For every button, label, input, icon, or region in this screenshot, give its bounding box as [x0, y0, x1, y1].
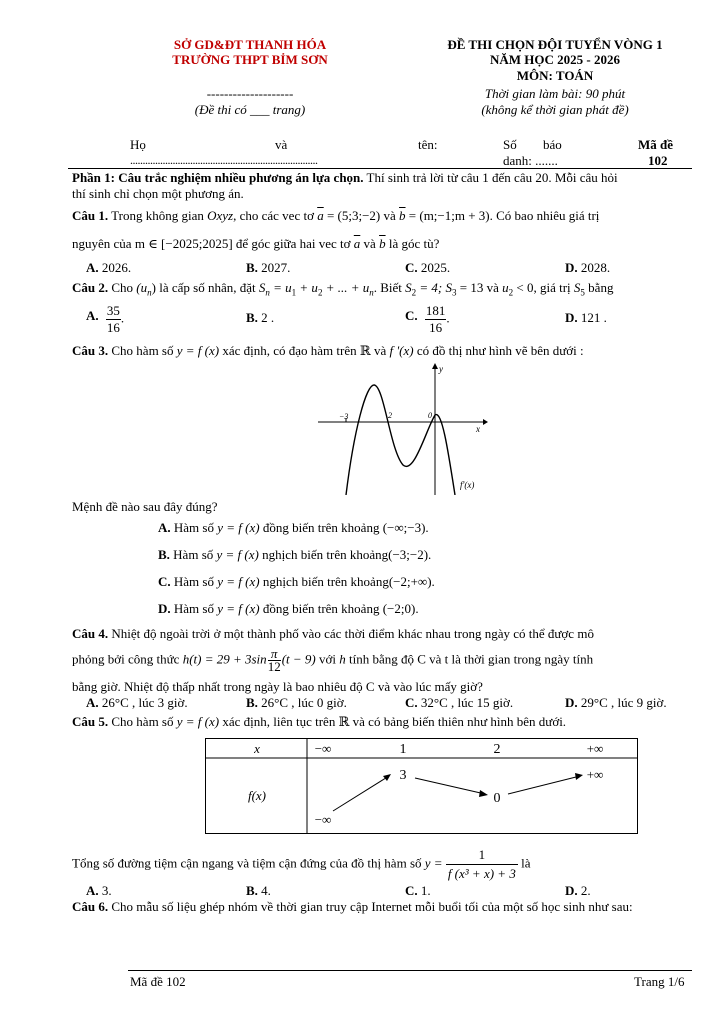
q5-option-b[interactable]	[246, 883, 271, 899]
q3-math: y = f (x)	[176, 343, 220, 358]
q6-label: Câu 6.	[72, 899, 109, 914]
q2-math: n	[369, 287, 374, 298]
q2-math: S	[258, 280, 266, 295]
option-text: 32°C , lúc 15 giờ.	[420, 695, 514, 710]
q2-label: Câu 2.	[72, 280, 109, 295]
fraction-num: 1	[446, 846, 518, 865]
option-letter: A.	[86, 695, 99, 710]
table-fx-label: f(x)	[247, 788, 267, 803]
q2-math: + ... + u	[322, 280, 370, 295]
q1-line1	[72, 208, 599, 224]
label-origin: 0	[428, 411, 432, 420]
table-x-minf: −∞	[314, 741, 332, 756]
q2-option-c[interactable]: C. $\frac{181}{16}$ .	[405, 303, 450, 335]
q1-option-c[interactable]	[405, 260, 450, 276]
q2-option-a[interactable]: A. $\frac{35}{16}$ .	[86, 303, 125, 335]
q2-math: n	[265, 287, 270, 298]
q2-text: bằng	[584, 280, 614, 295]
option-text: 2027.	[261, 260, 291, 275]
q5-option-c[interactable]	[405, 883, 431, 899]
q4-line2	[72, 648, 593, 673]
q5-fraction	[446, 846, 518, 883]
option-text: 2025.	[420, 260, 451, 275]
q4-text: Nhiệt độ ngoài trời ở một thành phố vào các thời điểm khác nhau trong ngày có thể được mô	[108, 626, 594, 641]
q2-text: , giá trị	[533, 280, 574, 295]
q2-math: 1	[291, 287, 297, 298]
option-text: đồng biến trên khoảng	[259, 601, 383, 616]
q5-math: y = f (x)	[176, 714, 220, 729]
q1-range: m ∈ [−2025;2025]	[134, 236, 233, 251]
option-text: 2028.	[580, 260, 611, 275]
q2-option-b[interactable]	[246, 310, 274, 326]
q4-label: Câu 4.	[72, 626, 109, 641]
option-text: Hàm số	[173, 574, 218, 589]
variation-table	[205, 738, 638, 834]
q1-text: để góc giữa hai vec tơ	[232, 236, 354, 251]
fraction-den: f (x³ + x) + 3	[447, 866, 516, 881]
q3-option-c[interactable]: C. Hàm số y = f (x) nghịch biến trên khoảng(−2;+∞).	[158, 574, 435, 589]
school-year: NĂM HỌC 2025 - 2026	[490, 52, 620, 67]
fraction	[106, 303, 121, 336]
option-text: Hàm số	[173, 520, 218, 535]
x-axis-arrow	[483, 419, 488, 425]
label-fprime: f'(x)	[460, 480, 475, 490]
q5-label: Câu 5.	[72, 714, 109, 729]
arrow-down	[415, 778, 485, 794]
option-letter: C.	[405, 260, 418, 275]
q5-math: ℝ	[338, 714, 350, 729]
arrow-head	[383, 774, 391, 781]
q1-oxyz: Oxyz	[207, 208, 234, 223]
footer-exam-code: Mã đề 102	[130, 974, 186, 989]
exam-title: ĐỀ THI CHỌN ĐỘI TUYỂN VÒNG 1	[447, 37, 663, 52]
q3-option-b[interactable]: B. Hàm số y = f (x) nghịch biến trên khoảng(−3;−2).	[158, 547, 432, 562]
option-letter: A.	[86, 883, 99, 898]
q2-text: và	[483, 280, 503, 295]
q5-math: y =	[424, 855, 443, 871]
q2-math: 2	[317, 287, 323, 298]
label-ten: tên:	[418, 137, 438, 152]
vector-a: $\overline{a}$	[317, 208, 324, 223]
q1-text: và	[380, 208, 400, 223]
fraction-den: 16	[106, 320, 120, 335]
school-dept: SỞ GD&ĐT THANH HÓA	[173, 37, 327, 52]
option-text: 2 .	[261, 310, 275, 325]
q1-text: là góc tù?	[385, 236, 440, 251]
school-name: TRƯỜNG THPT BỈM SƠN	[172, 52, 328, 67]
option-math: y = f (x)	[217, 520, 260, 535]
fraction-num: π	[268, 648, 281, 661]
q4-option-c[interactable]	[405, 695, 513, 711]
q2-math: u	[502, 280, 509, 295]
q2-text: Cho	[108, 280, 137, 295]
label-so: Số	[503, 137, 517, 152]
q3-math: ℝ	[359, 343, 371, 358]
option-text: Hàm số	[173, 601, 218, 616]
divider-dashes: --------------------	[206, 86, 294, 101]
q2-math: (u	[136, 280, 148, 295]
exam-code-label: Mã đề	[638, 137, 674, 152]
option-letter: B.	[246, 883, 258, 898]
page-count-note: (Đề thi có ___ trang)	[194, 102, 306, 117]
option-letter: A.	[158, 520, 171, 535]
q4-math: h	[339, 651, 346, 667]
option-letter: D.	[565, 883, 578, 898]
q3-math: f '(x)	[389, 343, 414, 358]
q3-text: xác định, có đạo hàm trên	[219, 343, 360, 358]
q2-math: S	[405, 280, 412, 295]
q3-text: Cho hàm số	[108, 343, 177, 358]
q2-math: = 13	[456, 280, 484, 295]
footer-page-number: Trang 1/6	[634, 974, 685, 989]
option-text: nghịch biến trên khoảng	[259, 574, 389, 589]
q3-line1	[72, 343, 584, 359]
part1-line2: thí sinh chỉ chọn một phương án.	[72, 186, 244, 201]
q4-formula: (t − 9)	[281, 651, 316, 667]
table-border	[206, 739, 638, 834]
q1-text: , cho các vec tơ	[233, 208, 318, 223]
q2-math: = 4; S	[416, 280, 453, 295]
q3-text: có đồ thị như hình vẽ bên dưới :	[413, 343, 584, 358]
time-limit: Thời gian làm bài: 90 phút	[484, 86, 626, 101]
option-text: 3.	[101, 883, 112, 898]
q2-math: S	[573, 280, 581, 295]
pi-fraction	[268, 648, 281, 673]
option-math: y = f (x)	[217, 601, 260, 616]
option-letter: C.	[405, 308, 418, 324]
option-letter: B.	[246, 310, 258, 325]
fraction	[425, 303, 447, 336]
q1-text: Trong không gian	[108, 208, 208, 223]
q2-math: )	[151, 280, 156, 295]
option-letter: D.	[565, 260, 578, 275]
q4-option-a[interactable]	[86, 695, 188, 711]
fraction-num: 181	[425, 303, 446, 318]
label-x: x	[476, 424, 480, 434]
derivative-graph	[318, 360, 493, 495]
label-bao: báo	[543, 137, 562, 152]
candidate-number-field: danh: .......	[503, 153, 558, 168]
table-x-label: x	[254, 741, 260, 756]
q6-line1	[72, 899, 633, 915]
option-text: 4.	[261, 883, 271, 898]
option-text: 2.	[580, 883, 591, 898]
fraction-num: 35	[106, 303, 120, 318]
q2-math: 3	[452, 287, 457, 298]
q2-math: 2	[411, 287, 417, 298]
option-text: nghịch biến trên khoảng	[258, 547, 389, 562]
q5-text: là	[517, 855, 531, 871]
option-text: 121 .	[580, 310, 607, 325]
option-letter: A.	[86, 260, 99, 275]
q3-text: và	[370, 343, 390, 358]
table-f-3: 3	[399, 768, 407, 783]
option-letter: C.	[405, 695, 418, 710]
arrow-head	[575, 773, 583, 780]
name-field: ...........................................................................	[130, 153, 318, 167]
fprime-curve	[346, 385, 455, 495]
q5-option-a[interactable]	[86, 883, 112, 899]
vector-b-value: = (m;−1;m + 3)	[405, 208, 490, 223]
q5-question	[72, 846, 530, 883]
q1-label: Câu 1.	[72, 208, 109, 223]
option-text: 26°C , lúc 0 giờ.	[261, 695, 347, 710]
part1-line1	[72, 170, 618, 186]
q1-text: . Có bao nhiêu giá trị	[489, 208, 600, 223]
vector-a-value: = (5;3;−2)	[323, 208, 381, 223]
option-letter: B.	[246, 695, 258, 710]
q2-line1	[72, 280, 613, 301]
table-f-0: 0	[493, 791, 501, 806]
q5-option-d[interactable]	[565, 883, 591, 899]
q2-math: = u	[269, 280, 292, 295]
option-text: 2026.	[101, 260, 132, 275]
label-minus3: −3	[339, 412, 349, 421]
q1-text: nguyên của	[72, 236, 135, 251]
arrow-up-2	[508, 776, 580, 794]
q4-line1	[72, 626, 594, 642]
arrow-head	[479, 790, 488, 797]
q1-line2	[72, 236, 439, 252]
option-letter: D.	[158, 601, 171, 616]
table-x-2: 2	[493, 742, 501, 757]
q5-line1	[72, 714, 566, 730]
part1-desc: Thí sinh trả lời từ câu 1 đến câu 20. Mỗi câu hỏi	[363, 170, 618, 185]
label-y: y	[439, 364, 443, 374]
q2-option-d[interactable]	[565, 310, 607, 326]
option-letter: C.	[158, 574, 171, 589]
q2-math: 5	[580, 287, 585, 298]
q2-math: n	[147, 287, 152, 298]
fraction-den: 16	[429, 320, 443, 335]
option-letter: D.	[565, 695, 578, 710]
option-letter: C.	[405, 883, 418, 898]
footer-rule	[128, 970, 692, 971]
q6-text: Cho mẫu số liệu ghép nhóm về thời gian truy cập Internet mỗi buổi tối của một số học sinh như sau:	[108, 899, 633, 914]
q3-label: Câu 3.	[72, 343, 109, 358]
option-interval: (−3;−2)	[388, 547, 429, 562]
table-f-minf: −∞	[314, 812, 332, 827]
time-note: (không kể thời gian phát đề)	[481, 102, 629, 117]
vector-a: $\overline{a}$	[353, 236, 361, 251]
q2-math: 2	[508, 287, 514, 298]
q4-option-b[interactable]	[246, 695, 347, 711]
q3-option-a[interactable]: A. Hàm số y = f (x) đồng biến trên khoảng (−∞;−3).	[158, 520, 429, 535]
q5-text: xác định, liên tục trên	[219, 714, 339, 729]
exam-code-value: 102	[648, 153, 668, 168]
q1-text: và	[360, 236, 380, 251]
q1-option-d[interactable]	[565, 260, 610, 276]
option-text: Hàm số	[173, 547, 217, 562]
label-2: 2	[388, 411, 392, 420]
label-va: và	[275, 137, 288, 152]
q4-line3: bằng giờ. Nhiệt độ thấp nhất trong ngày là bao nhiêu độ C và vào lúc mấy giờ?	[72, 679, 483, 694]
q5-text: Cho hàm số	[108, 714, 177, 729]
q4-text: tính bằng độ C và t là thời gian trong ngày tính	[345, 651, 594, 667]
option-interval: (−2;0)	[382, 601, 416, 616]
option-math: y = f (x)	[216, 547, 259, 562]
q4-text: phỏng bởi công thức	[72, 651, 183, 667]
option-letter: D.	[565, 310, 578, 325]
q2-math: + u	[296, 280, 318, 295]
vector-b: $\overline{b}$	[399, 208, 406, 223]
option-letter: A.	[86, 308, 99, 324]
q4-formula: h(t) = 29 + 3sin	[182, 651, 267, 667]
q4-option-d[interactable]	[565, 695, 667, 711]
y-axis-arrow	[432, 363, 438, 369]
option-math: y = f (x)	[217, 574, 260, 589]
label-ho: Họ	[130, 137, 146, 152]
table-x-pinf: +∞	[586, 741, 604, 756]
q2-text: . Biết	[373, 280, 406, 295]
option-letter: B.	[246, 260, 258, 275]
option-text: đồng biến trên khoảng	[259, 520, 383, 535]
subject: MÔN: TOÁN	[516, 68, 594, 83]
option-letter: B.	[158, 547, 170, 562]
header-rule	[68, 168, 692, 169]
q1-option-a[interactable]	[86, 260, 131, 276]
option-text: 29°C , lúc 9 giờ.	[580, 695, 667, 710]
arrow-up-1	[333, 776, 389, 811]
table-x-1: 1	[399, 742, 407, 757]
option-interval: (−∞;−3)	[382, 520, 426, 535]
q2-math: < 0	[513, 280, 534, 295]
q1-option-b[interactable]	[246, 260, 290, 276]
table-f-pinf: +∞	[586, 767, 604, 782]
q4-text: với	[315, 651, 340, 667]
q5-text: và có bảng biến thiên như hình bên dưới.	[349, 714, 567, 729]
q3-question: Mệnh đề nào sau đây đúng?	[72, 499, 218, 514]
option-text: 1.	[420, 883, 431, 898]
q5-text: Tổng số đường tiệm cận ngang và tiệm cận đứng của đồ thị hàm số	[72, 855, 425, 871]
part1-title: Phần 1: Câu trắc nghiệm nhiều phương án lựa chọn.	[72, 170, 364, 185]
fraction-den: 12	[267, 659, 281, 674]
q3-option-d[interactable]: D. Hàm số y = f (x) đồng biến trên khoảng (−2;0).	[158, 601, 419, 616]
option-text: 26°C , lúc 3 giờ.	[101, 695, 188, 710]
option-interval: (−2;+∞)	[388, 574, 432, 589]
vector-b: $\overline{b}$	[379, 236, 386, 251]
q2-text: là cấp số nhân, đặt	[155, 280, 259, 295]
